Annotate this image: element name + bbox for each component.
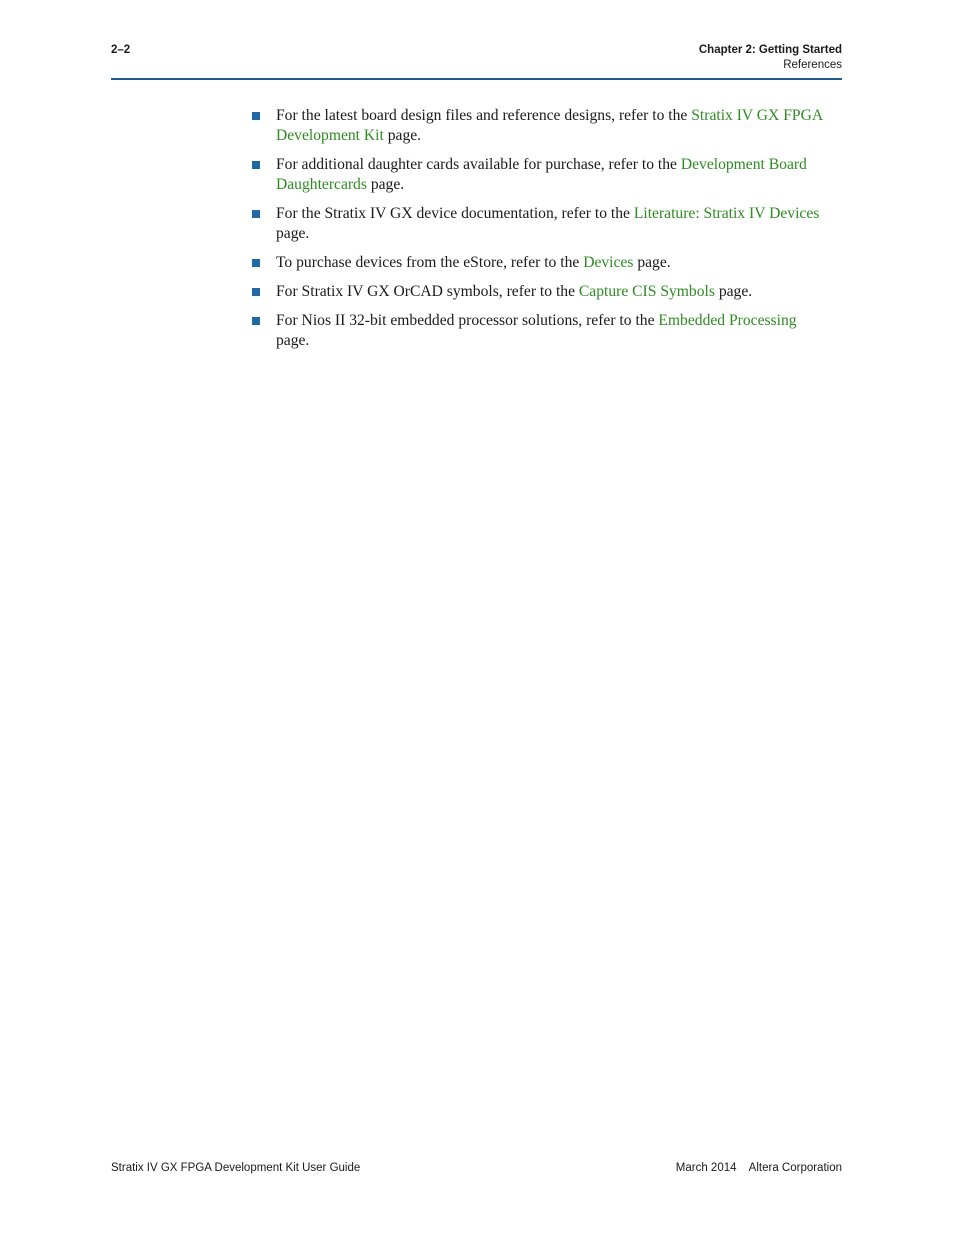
square-bullet-icon [252, 210, 260, 218]
item-suffix: page. [276, 225, 310, 242]
item-text: For the latest board design files and reference designs, refer to the [276, 107, 692, 124]
square-bullet-icon [252, 259, 260, 267]
section-title: References [783, 59, 842, 71]
list-item [251, 204, 831, 244]
item-suffix: page. [383, 127, 422, 144]
item-suffix: page. [366, 176, 405, 193]
list-item [251, 106, 831, 146]
item-text: For the Stratix IV GX device documentation, refer to the [276, 205, 634, 222]
item-text: For additional daughter cards available for purchase, refer to the [276, 156, 681, 173]
footer-right [676, 1161, 842, 1176]
link-embedded-processing[interactable]: Embedded Processing [658, 312, 797, 329]
list-item [251, 282, 831, 302]
item-suffix: page. [276, 332, 310, 349]
list-item [251, 253, 831, 273]
chapter-title: Chapter 2: Getting Started [698, 44, 842, 56]
item-suffix: page. [633, 254, 671, 271]
publication-date: March 2014 [675, 1162, 737, 1174]
item-text: For Nios II 32-bit embedded processor solutions, refer to the [276, 312, 659, 329]
link-capture-cis-symbols[interactable]: Capture CIS Symbols [578, 283, 715, 300]
link-devices[interactable]: Devices [583, 254, 634, 271]
company-name: Altera Corporation [748, 1162, 842, 1174]
item-text: To purchase devices from the eStore, refer to the [276, 254, 584, 271]
list-item [251, 311, 831, 351]
square-bullet-icon [252, 317, 260, 325]
document-title: Stratix IV GX FPGA Development Kit User Guide [111, 1162, 361, 1174]
page-number: 2–2 [111, 44, 131, 56]
item-text: For Stratix IV GX OrCAD symbols, refer to the [276, 283, 579, 300]
link-literature-stratix-iv-devices[interactable]: Literature: Stratix IV Devices [633, 205, 820, 222]
page-header [111, 42, 842, 80]
square-bullet-icon [252, 161, 260, 169]
link-development-board-daughtercards[interactable]: Development Board Daughtercards [276, 156, 807, 193]
running-header [699, 43, 842, 73]
list-item [251, 155, 831, 195]
square-bullet-icon [252, 112, 260, 120]
link-stratix-iv-gx-fpga-development-kit[interactable]: Stratix IV GX FPGA Development Kit [276, 107, 823, 144]
reference-list [251, 106, 831, 360]
item-suffix: page. [714, 283, 753, 300]
square-bullet-icon [252, 288, 260, 296]
